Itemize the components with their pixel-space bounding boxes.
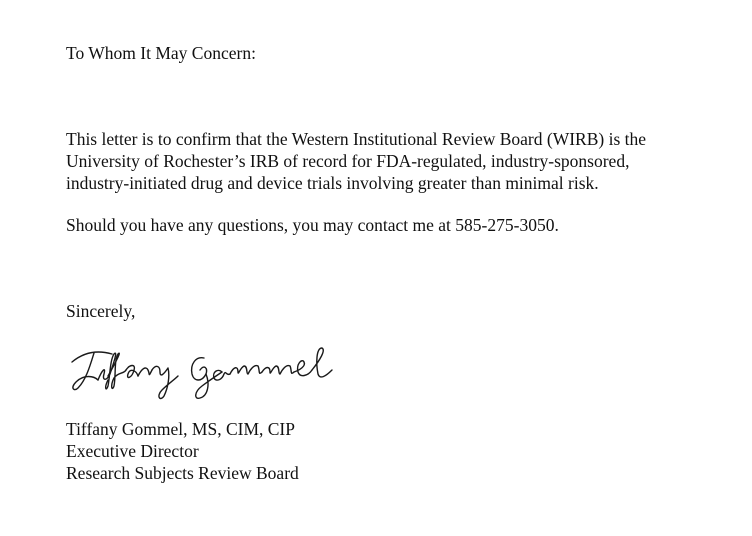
signer-organization: Research Subjects Review Board xyxy=(66,463,299,483)
letter-greeting: To Whom It May Concern: xyxy=(66,43,256,63)
handwritten-signature xyxy=(64,340,364,402)
signer-block xyxy=(66,418,299,484)
body-line: University of Rochester’s IRB of record for FDA-regulated, industry-sponsored, xyxy=(66,151,630,171)
signer-name: Tiffany Gommel, MS, CIM, CIP xyxy=(66,419,295,439)
body-line: This letter is to confirm that the Western Institutional Review Board (WIRB) is the xyxy=(66,129,647,149)
body-line: industry-initiated drug and device trials involving greater than minimal risk. xyxy=(66,173,599,193)
contact-line: Should you have any questions, you may contact me at 585-275-3050. xyxy=(66,215,559,235)
letter-body-paragraph xyxy=(66,128,646,194)
signer-title: Executive Director xyxy=(66,441,199,461)
letter-closing: Sincerely, xyxy=(66,301,136,321)
